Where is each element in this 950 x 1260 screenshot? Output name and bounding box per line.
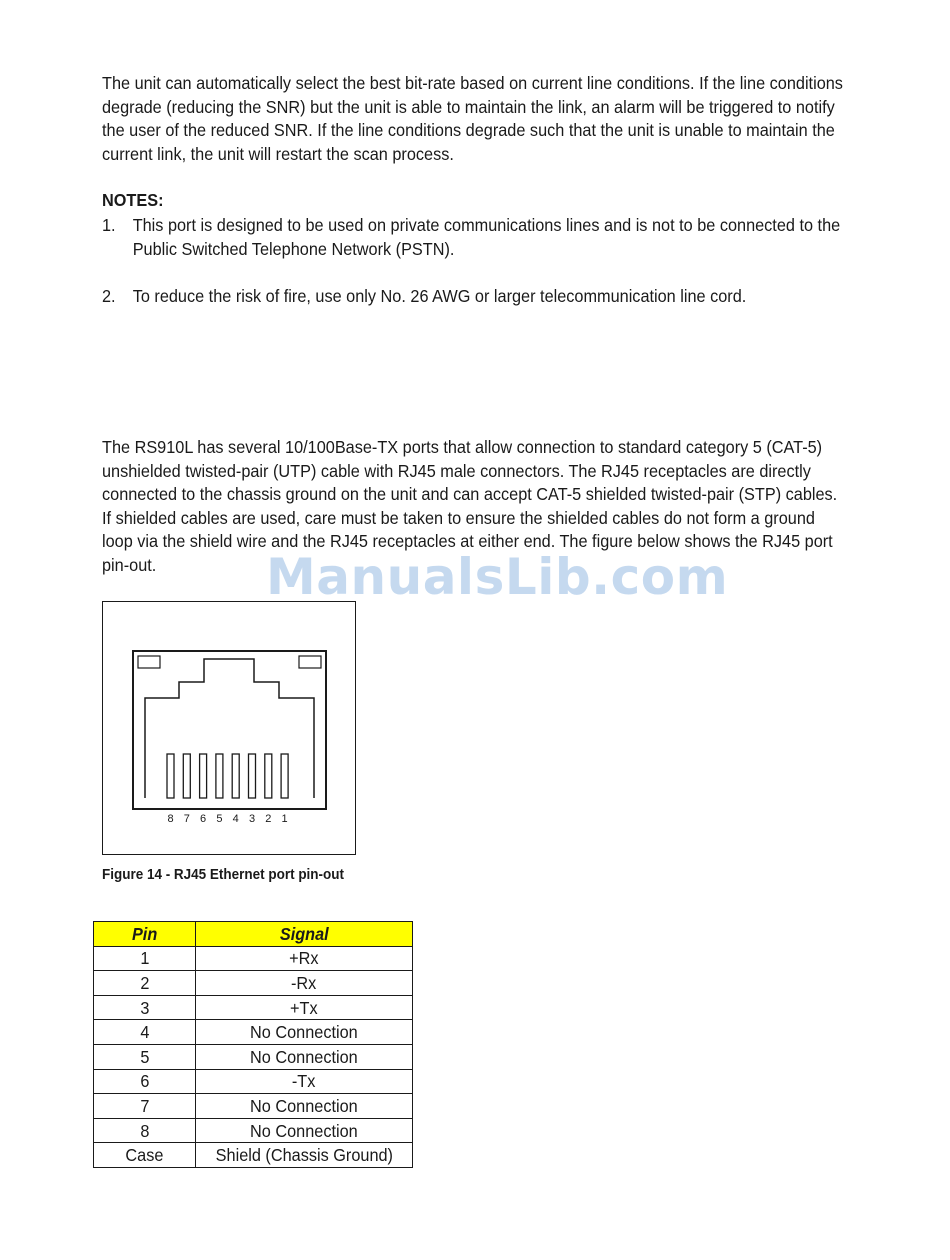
pin-contact bbox=[216, 754, 223, 798]
cell-signal: +Tx bbox=[196, 995, 413, 1020]
cell-pin: 3 bbox=[94, 995, 196, 1020]
cell-signal: -Rx bbox=[196, 971, 413, 996]
pin-contact bbox=[200, 754, 207, 798]
pin-table bbox=[93, 921, 413, 1168]
table-header-row bbox=[94, 922, 413, 947]
table-row bbox=[94, 971, 413, 996]
cell-signal: +Rx bbox=[196, 946, 413, 971]
figure-caption: Figure 14 - RJ45 Ethernet port pin-out bbox=[102, 867, 345, 883]
led-window-left bbox=[138, 656, 160, 668]
rj45-paragraph: The RS910L has several 10/100Base-TX ports that allow connection to standard category 5 (CAT-5) unshielded twisted-pair (UTP) cable with RJ45 male connectors. The RJ45 receptacles are directly connected to the chassis ground on the unit and can accept CAT-5 shielded twisted-pair (STP) cables. If shielded cables are used, care must be taken to ensure the shielded cables do not form a ground loop via the shield wire and the RJ45 receptacles at either end. The figure below shows the RJ45 port pin-out. bbox=[102, 437, 838, 575]
intro-paragraph: The unit can automatically select the best bit-rate based on current line conditions. If the line conditions degrade (reducing the SNR) but the unit is able to maintain the link, an alarm will be triggered to notify the user of the reduced SNR. If the line conditions degrade such that the unit is unable to maintain the current link, the unit will restart the scan process. bbox=[102, 73, 843, 164]
cell-pin: 6 bbox=[94, 1069, 196, 1094]
table-row bbox=[94, 1020, 413, 1045]
pin-contacts bbox=[167, 754, 288, 798]
table-row bbox=[94, 1044, 413, 1069]
pin-label: 1 bbox=[281, 813, 288, 825]
table-row bbox=[94, 946, 413, 971]
cell-pin: Case bbox=[94, 1143, 196, 1168]
note-text: This port is designed to be used on private communications lines and is not to be connected to the Public Switched Telephone Network (PSTN). bbox=[132, 215, 841, 259]
header-pin: Pin bbox=[94, 922, 196, 947]
cell-pin: 2 bbox=[94, 971, 196, 996]
jack-body bbox=[133, 651, 326, 809]
pin-label: 8 bbox=[167, 813, 174, 825]
cell-signal: -Tx bbox=[196, 1069, 413, 1094]
pin-contact bbox=[281, 754, 288, 798]
pin-contact bbox=[232, 754, 239, 798]
table-row bbox=[94, 1069, 413, 1094]
pin-label: 4 bbox=[232, 813, 239, 825]
note-item bbox=[102, 285, 846, 309]
cell-signal: No Connection bbox=[196, 1094, 413, 1119]
pin-contact bbox=[249, 754, 256, 798]
rj45-connector-diagram bbox=[103, 602, 357, 856]
cell-signal: No Connection bbox=[196, 1020, 413, 1045]
pin-label: 6 bbox=[200, 813, 207, 825]
pin-contact bbox=[183, 754, 190, 798]
table-row bbox=[94, 995, 413, 1020]
cell-signal: No Connection bbox=[196, 1118, 413, 1143]
header-signal: Signal bbox=[196, 922, 413, 947]
cell-pin: 4 bbox=[94, 1020, 196, 1045]
table-row bbox=[94, 1143, 413, 1168]
pin-contact bbox=[265, 754, 272, 798]
cell-pin: 1 bbox=[94, 946, 196, 971]
pin-label: 3 bbox=[248, 813, 256, 825]
note-number: 1. bbox=[102, 215, 116, 235]
notes-heading: NOTES: bbox=[102, 190, 164, 210]
cell-signal: Shield (Chassis Ground) bbox=[196, 1143, 413, 1168]
pin-label: 5 bbox=[216, 813, 223, 825]
pin-label: 2 bbox=[265, 813, 272, 825]
note-text: To reduce the risk of fire, use only No. 26 AWG or larger telecommunication line cord. bbox=[132, 286, 747, 306]
cell-pin: 5 bbox=[94, 1044, 196, 1069]
table-row bbox=[94, 1118, 413, 1143]
led-window-right bbox=[299, 656, 321, 668]
watermark-logo: ManualsLib.com bbox=[266, 548, 729, 606]
table-row bbox=[94, 1094, 413, 1119]
cell-pin: 8 bbox=[94, 1118, 196, 1143]
note-item bbox=[102, 214, 846, 261]
pin-label: 7 bbox=[183, 813, 190, 825]
cell-signal: No Connection bbox=[196, 1044, 413, 1069]
rj45-figure bbox=[102, 601, 356, 855]
pin-labels bbox=[167, 813, 287, 825]
pin-contact bbox=[167, 754, 174, 798]
note-number: 2. bbox=[102, 286, 116, 306]
cell-pin: 7 bbox=[94, 1094, 196, 1119]
